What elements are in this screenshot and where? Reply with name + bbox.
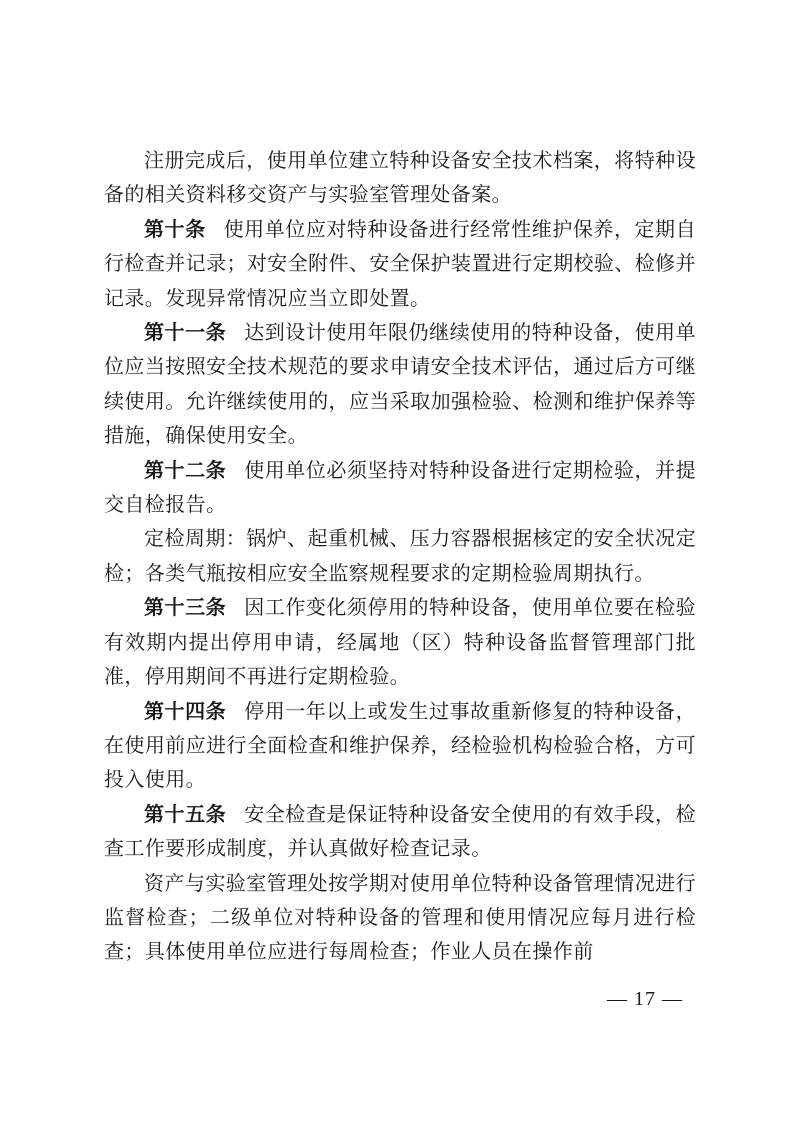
article-10 [104,212,696,315]
paragraph-text: 安全检查是保证特种设备安全使用的有效手段，检查工作要形成制度，并认真做好检查记录。 [104,801,696,861]
article-15 [104,797,696,866]
article-title: 第十条 [144,216,206,241]
paragraph-text: 资产与实验室管理处按学期对使用单位特种设备管理情况进行监督检查；二级单位对特种设备的管理和使用情况应每月进行检查；具体使用单位应进行每周检查；作业人员在操作前 [104,870,696,964]
article-title: 第十四条 [144,698,227,723]
article-13 [104,590,696,693]
paragraph-text: 注册完成后，使用单位建立特种设备安全技术档案，将特种设备的相关资料移交资产与实验室管理处备案。 [104,148,696,207]
article-title: 第十二条 [144,457,227,482]
article-title: 第十五条 [144,801,227,826]
article-14 [104,694,696,797]
paragraph-text: 使用单位应对特种设备进行经常性维护保养，定期自行检查并记录；对安全附件、安全保护装置进行定期校验、检修并记录。发现异常情况应当立即处置。 [104,216,697,310]
paragraph-1 [104,143,696,212]
paragraph-text: 定检周期：锅炉、起重机械、压力容器根据核定的安全状况定检；各类气瓶按相应安全监察规程要求的定期检验周期执行。 [104,526,696,585]
paragraph-text: 使用单位必须坚持对特种设备进行定期检验，并提交自检报告。 [104,457,696,517]
paragraph-text: 停用一年以上或发生过事故重新修复的特种设备，在使用前应进行全面检查和维护保养，经检验机构检验合格，方可投入使用。 [104,698,696,792]
inspection-cycle-paragraph [104,521,696,590]
article-11 [104,315,696,453]
paragraph-text: 达到设计使用年限仍继续使用的特种设备，使用单位应当按照安全技术规范的要求申请安全技术评估，通过后方可继续使用。允许继续使用的，应当采取加强检验、检测和维护保养等措施，确保使用安全。 [104,320,696,448]
body-text [104,143,696,969]
paragraph-text: 因工作变化须停用的特种设备，使用单位要在检验有效期内提出停用申请，经属地（区）特种设备监督管理部门批准，停用期间不再进行定期检验。 [104,595,696,689]
page-number: — 17 — [607,988,683,1010]
article-title: 第十三条 [144,595,227,620]
article-title: 第十一条 [144,320,227,345]
supervision-paragraph [104,866,696,969]
article-12 [104,453,696,522]
